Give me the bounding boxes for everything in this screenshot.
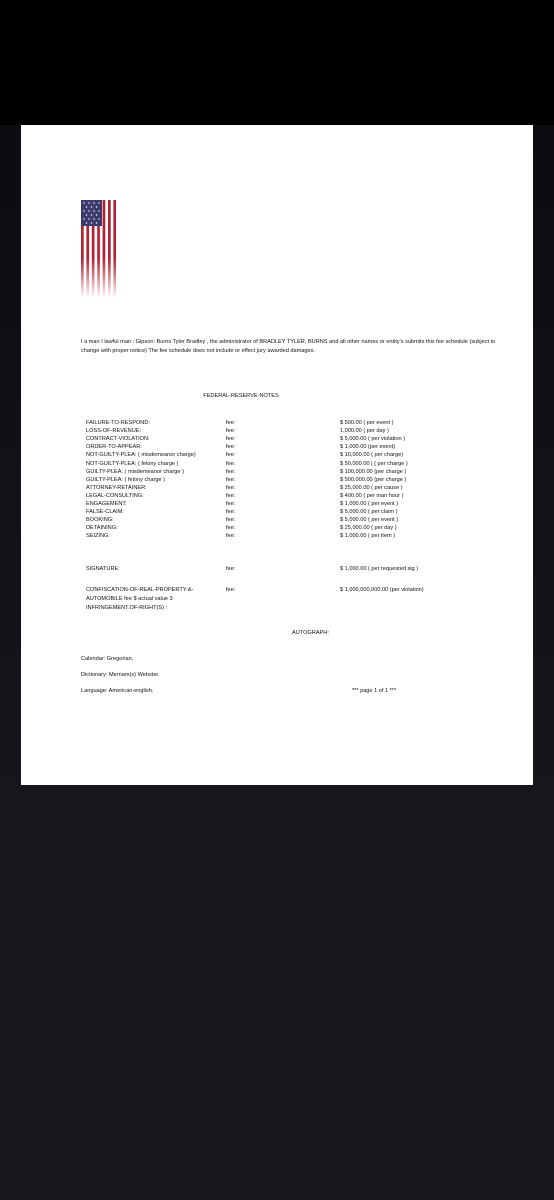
fee-amount: $ 1,000.00 ( per event ): [340, 501, 399, 507]
fee-label: fee:: [226, 436, 236, 443]
fee-name: DETAINING:: [86, 525, 118, 532]
fee-amount: $ 500,000.00 (per charge ): [340, 476, 407, 483]
fee-name: LEGAL-CONSULTING:: [86, 492, 144, 499]
fee-amount: $ 5,000.00 ( per violation ): [340, 436, 405, 443]
signature-row: [21, 565, 533, 574]
language-line: Language: American-english.: [81, 688, 154, 694]
fee-name: ENGAGEMENT:: [86, 501, 127, 507]
fee-name: GUILTY-PLEA: ( felony charge ): [86, 476, 165, 483]
fee-label: fee:: [226, 492, 236, 499]
fee-name: NOT-GUILTY-PLEA: ( felony charge ): [86, 460, 179, 467]
fee-label: fee:: [226, 444, 236, 451]
calendar-line: Calendar: Gregorian.: [81, 656, 134, 662]
fee-amount: $ 400.00 ( per man hour ): [340, 492, 404, 499]
fee-label: fee:: [226, 476, 236, 483]
fee-label: fee:: [226, 468, 236, 475]
confiscation-amount: $ 1,000,000,000.00 (per violation): [340, 587, 424, 593]
top-dark-area: [0, 0, 554, 125]
fee-label: fee:: [226, 420, 236, 426]
fee-label: fee:: [226, 501, 236, 507]
intro-paragraph: I a man I lawful man : Gipson: Burns Tyler Bradley , the administrator of BRADLEY TYLER, BURNS and all other names or entity's submits this fee schedule (subject to change with proper notice) The fee schedule does not include or effect jury awarded damages.: [81, 339, 496, 354]
fee-label: fee:: [226, 509, 236, 516]
fee-amount: $ 25,000.00 ( per day ): [340, 525, 397, 532]
fee-label: fee:: [226, 428, 236, 435]
fee-name: CONTRACT-VIOLATION:: [86, 436, 150, 443]
fee-amount: $ 5,000.00 ( per event ): [340, 517, 399, 524]
fee-amount: $ 1,000.00 (per event): [340, 444, 396, 451]
fee-row: [21, 532, 533, 541]
fee-name: LOSS-OF-REVENUE:: [86, 428, 142, 435]
fee-amount: $ 25,000.00 ( per cause ): [340, 484, 403, 491]
fee-name: FALSE-CLAIM:: [86, 509, 124, 516]
fee-amount: $ 100,000.00 (per charge ): [340, 468, 407, 475]
fee-name: ORDER-TO-APPEAR:: [86, 444, 142, 451]
fee-name: NOT-GUILTY-PLEA: ( misdemeanor charge): [86, 452, 196, 459]
fee-amount: $ 10,000.00 ( per charge): [340, 452, 404, 459]
document-page: [21, 125, 533, 785]
us-flag-image: [81, 200, 116, 298]
fee-label: fee:: [226, 525, 236, 532]
fee-amount: $ 1,000.00 ( per item ): [340, 533, 396, 540]
fee-amount: $ 500.00 ( per event ): [340, 420, 394, 426]
fee-label: fee:: [226, 517, 236, 524]
fee-name: BOOKING:: [86, 517, 114, 524]
autograph-label: AUTOGRAPH:: [292, 630, 329, 636]
confiscation-fee-label: fee:: [226, 587, 236, 593]
fee-name: GUILTY-PLEA: ( misdemeanor charge ): [86, 468, 184, 475]
signature-fee-label: fee:: [226, 566, 236, 572]
fee-label: fee:: [226, 452, 236, 459]
signature-amount: $ 1,000.00 ( per requested sig ): [340, 566, 419, 572]
signature-label: SIGNATURE:: [86, 566, 120, 572]
fee-amount: 1,000.00 ( per day ): [340, 428, 389, 435]
fee-label: fee:: [226, 533, 236, 540]
confiscation-label: CONFISCATION-OF-REAL-PROPERTY-&-AUTOMOBILE fee $ actual value 3 INFRINGEMENT.OF-RIGHT(S) :: [86, 587, 194, 611]
fee-amount: $ 50,000.00 | ( per charge ): [340, 460, 408, 467]
fee-name: ATTORNEY-RETAINER:: [86, 484, 147, 491]
fee-amount: $ 5,000.00 ( per claim ): [340, 509, 398, 516]
fee-name: FAILURE-TO-RESPOND:: [86, 420, 150, 426]
page-number: *** page 1 of 1 ***: [352, 688, 397, 694]
currency-heading: FEDERAL-RESERVE-NOTES: [203, 393, 279, 399]
fee-label: fee:: [226, 460, 236, 467]
dictionary-line: Dictionary: Merriam(s) Webster.: [81, 672, 160, 678]
fee-label: fee:: [226, 484, 236, 491]
fee-name: SEIZING:: [86, 533, 110, 540]
